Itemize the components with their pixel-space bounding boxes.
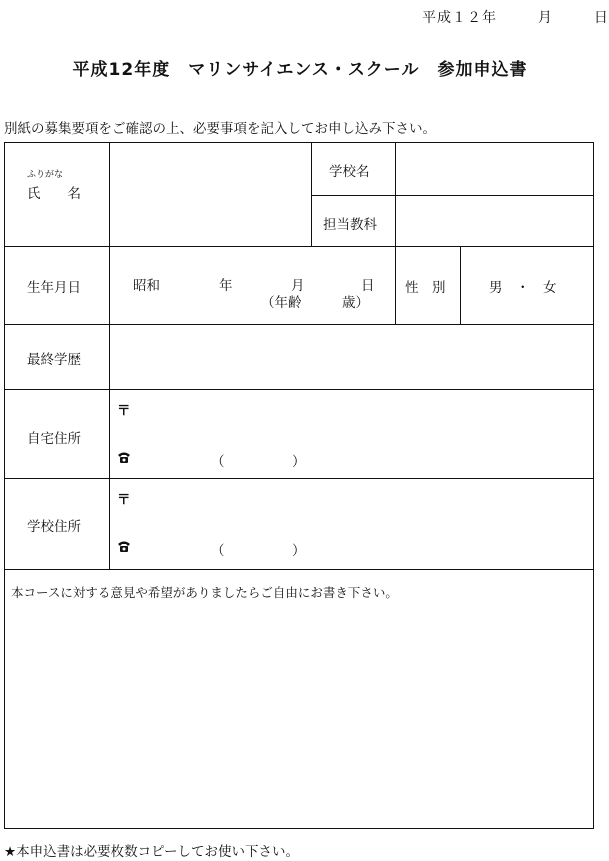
year-label: 年: [219, 278, 233, 294]
education-field[interactable]: [111, 326, 591, 387]
date-month: 月: [537, 10, 553, 26]
name-label: 氏 名: [27, 186, 81, 202]
application-form: [4, 142, 594, 829]
date-day: 日: [593, 10, 609, 26]
phone-icon: [117, 450, 131, 468]
school-name-label: 学校名: [329, 164, 370, 180]
date-year: 平成１２年: [422, 10, 497, 26]
age-label: （年齢 歳）: [261, 295, 369, 311]
day-label: 日: [361, 278, 375, 294]
subject-label: 担当教科: [323, 217, 377, 233]
postal-mark-home: 〒: [117, 403, 131, 419]
school-name-field[interactable]: [397, 145, 591, 193]
comments-field[interactable]: [7, 603, 591, 825]
form-title: 平成12年度 マリンサイエンス・スクール 参加申込書: [72, 60, 528, 80]
education-label: 最終学歴: [27, 352, 81, 368]
birthdate-label: 生年月日: [27, 280, 81, 296]
home-address-label: 自宅住所: [27, 431, 81, 447]
name-field[interactable]: [111, 145, 309, 244]
footnote: ★本申込書は必要枚数コピーしてお使い下さい。: [4, 844, 300, 860]
school-address-label: 学校住所: [27, 519, 81, 535]
date-line: [422, 7, 609, 27]
month-label: 月: [291, 278, 305, 294]
era-label: 昭和: [133, 278, 160, 294]
subject-field[interactable]: [397, 197, 591, 244]
phone-paren-home[interactable]: （ ）: [211, 454, 306, 470]
intro-text: 別紙の募集要項をご確認の上、必要事項を記入してお申し込み下さい。: [4, 121, 436, 137]
postal-mark-school: 〒: [117, 492, 131, 508]
comments-label: 本コースに対する意見や希望がありましたらご自由にお書き下さい。: [11, 585, 398, 600]
phone-icon: [117, 539, 131, 557]
phone-paren-school[interactable]: （ ）: [211, 543, 306, 559]
gender-options[interactable]: 男 ・ 女: [489, 280, 557, 296]
furigana-label: ふりがな: [27, 170, 64, 180]
gender-label: 性 別: [405, 280, 446, 296]
